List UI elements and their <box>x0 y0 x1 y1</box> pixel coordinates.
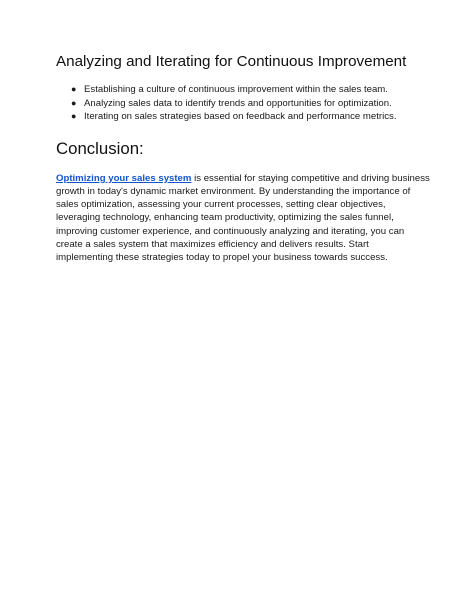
list-item <box>56 97 428 111</box>
paragraph-line: create a sales system that maximizes efficiency and delivers results. Start <box>56 238 369 250</box>
list-item <box>56 83 428 97</box>
bullet-list <box>56 83 428 124</box>
paragraph-line-text: is essential for staying competitive and driving business <box>191 172 430 184</box>
list-item <box>56 110 428 124</box>
conclusion-paragraph <box>56 172 428 265</box>
bullet-icon: ● <box>71 84 77 94</box>
bullet-icon: ● <box>71 97 77 108</box>
sales-system-link[interactable]: Optimizing your sales system <box>56 172 192 184</box>
paragraph-line: growth in today's dynamic market environment. By understanding the importance of <box>56 185 411 197</box>
paragraph-line: improving customer experience, and continuously analyzing and iterating, you can <box>56 225 405 237</box>
paragraph-line: implementing these strategies today to propel your business towards success. <box>56 252 388 264</box>
list-item-text: Analyzing sales data to identify trends and opportunities for optimization. <box>84 97 392 109</box>
conclusion-heading: Conclusion: <box>56 138 144 158</box>
paragraph-line <box>56 172 428 185</box>
paragraph-line: sales optimization, assessing your current processes, setting clear objectives, <box>56 199 386 211</box>
list-item-text: Establishing a culture of continuous improvement within the sales team. <box>84 84 388 95</box>
bullet-icon: ● <box>71 111 77 121</box>
paragraph-line: leveraging technology, enhancing team productivity, optimizing the sales funnel, <box>56 212 394 224</box>
document-page <box>56 52 428 265</box>
list-item-text: Iterating on sales strategies based on feedback and performance metrics. <box>84 111 397 122</box>
section-heading: Analyzing and Iterating for Continuous Improvement <box>56 53 407 70</box>
